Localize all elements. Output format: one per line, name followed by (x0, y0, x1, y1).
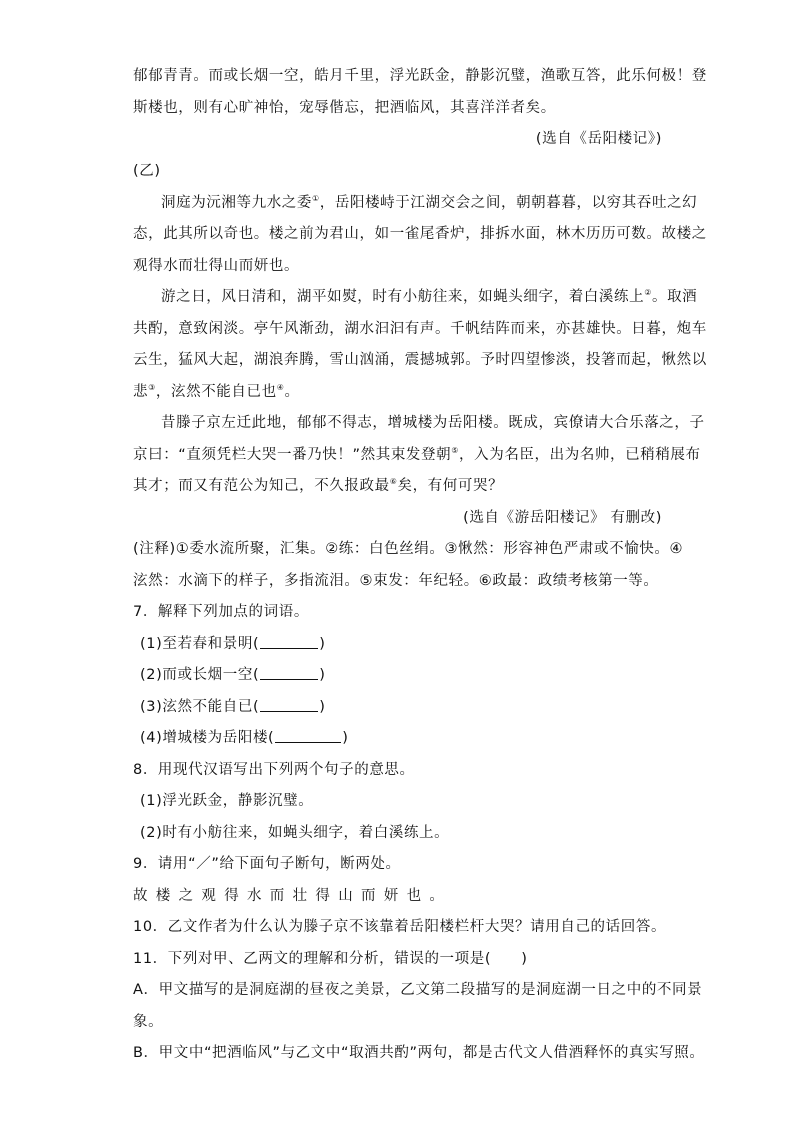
text-run: ，泫然不能自已也 (155, 384, 277, 400)
question-9-prompt: 9．请用“／”给下面句子断句，断两处。 (133, 856, 401, 872)
footnote-marker: ⑤ (451, 446, 460, 455)
question-8-item-1: (1)浮光跃金，静影沉璧。 (140, 793, 314, 809)
text-run: ) (319, 667, 326, 683)
text-run: 。 (284, 384, 300, 400)
text-run: ) (342, 730, 349, 746)
passage-yi-source: (选自《游岳阳楼记》 有删改) (463, 510, 662, 526)
passage-yi-p3-line-3 (133, 476, 503, 496)
passage-jia-line-2: 斯楼也，则有心旷神怡，宠辱偕忘，把酒临风，其喜洋洋者矣。 (133, 100, 556, 116)
text-run: 矣，有何可哭？ (397, 478, 504, 494)
question-7-item-4 (140, 728, 349, 748)
passage-yi-p2-line-2: 共酌，意致闲淡。亭午风渐劲，湖水汩汩有声。千帆结阵而来，亦甚雄快。日暮，炮车 (133, 321, 707, 337)
footnote-marker: ④ (276, 383, 285, 392)
question-8-prompt: 8．用现代汉语写出下列两个句子的意思。 (133, 762, 415, 778)
question-11-option-a-line-2: 象。 (133, 1014, 164, 1030)
text-run: 悲 (133, 384, 149, 400)
passage-yi-heading: (乙) (133, 163, 161, 179)
passage-yi-p2-line-1 (161, 287, 697, 307)
text-run: (2)而或长烟一空( (140, 667, 260, 683)
question-7-item-3 (140, 697, 325, 717)
text-run: ，入为名臣，出为名帅，已稍稍展布 (459, 447, 701, 463)
question-7-item-2 (140, 665, 325, 685)
text-run: 。取酒 (651, 289, 698, 305)
answer-blank[interactable] (275, 729, 341, 743)
passage-yi-p1-line-3: 观得水而壮得山而妍也。 (133, 258, 300, 274)
passage-jia-source: (选自《岳阳楼记》) (535, 131, 662, 147)
question-11-prompt: 11．下列对甲、乙两文的理解和分析，错误的一项是( ) (133, 951, 528, 967)
question-10-prompt: 10．乙文作者为什么认为滕子京不该靠着岳阳楼栏杆大哭？请用自己的话回答。 (133, 919, 667, 935)
answer-blank[interactable] (260, 666, 318, 680)
question-9-sentence: 故楼之观得水而壮得山而妍也。 (133, 888, 453, 904)
question-8-item-2: (2)时有小舫往来，如蝇头细字，着白溪练上。 (140, 825, 450, 841)
question-11-option-b: B．甲文中“把酒临风”与乙文中“取酒共酌”两句，都是古代文人借酒释怀的真实写照。 (133, 1045, 705, 1061)
passage-yi-p2-line-4 (133, 382, 300, 402)
notes-line-1: (注释)①委水流所聚，汇集。②练：白色丝绢。③愀然：形容神色严肃或不愉快。④ (133, 541, 684, 557)
text-run: ) (319, 636, 326, 652)
text-run: 京曰：“直须凭栏大哭一番乃快！”然其束发登朝 (133, 447, 452, 463)
passage-yi-p1-line-2: 态，此其所以奇也。楼之前为君山，如一雀尾香炉，排拆水面，林木历历可数。故楼之 (133, 226, 707, 242)
text-run: 其才；而又有范公为知己，不久报政最 (133, 478, 390, 494)
footnote-marker: ① (312, 194, 320, 203)
notes-line-2: 泫然：水滴下的样子，多指流泪。⑤束发：年纪轻。⑥政最：政绩考核第一等。 (133, 573, 659, 589)
footnote-marker: ⑥ (389, 477, 398, 486)
text-run: ) (319, 699, 326, 715)
text-run: (3)泫然不能自已( (140, 699, 260, 715)
text-run: (4)增城楼为岳阳楼( (140, 730, 275, 746)
passage-yi-p3-line-1: 昔滕子京左迁此地，郁郁不得志，增城楼为岳阳楼。既成，宾僚请大合乐落之，子 (161, 415, 705, 431)
text-run: 洞庭为沅湘等九水之委 (161, 195, 312, 211)
answer-blank[interactable] (260, 635, 318, 649)
passage-jia-line-1: 郁郁青青。而或长烟一空，皓月千里，浮光跃金，静影沉璧，渔歌互答，此乐何极！登 (133, 68, 707, 84)
question-11-option-a-line-1: A．甲文描写的是洞庭湖的昼夜之美景，乙文第二段描写的是洞庭湖一日之中的不同景 (133, 982, 703, 998)
text-run: ，岳阳楼峙于江湖交会之间，朝朝暮暮，以穷其吞吐之幻 (319, 195, 698, 211)
passage-yi-p2-line-3: 云生，猛风大起，湖浪奔腾，雪山汹涌，震撼城郭。予时四望惨淡，投箸而起，愀然以 (133, 352, 707, 368)
passage-yi-p3-line-2 (133, 445, 701, 465)
answer-blank[interactable] (260, 698, 318, 712)
footnote-marker: ③ (148, 383, 156, 392)
text-run: (1)至若春和景明( (140, 636, 260, 652)
text-run: 游之日，风日清和，湖平如熨，时有小舫往来，如蝇头细字，着白溪练上 (161, 289, 645, 305)
question-7-prompt: 7．解释下列加点的词语。 (133, 604, 309, 620)
question-7-item-1 (140, 634, 325, 654)
footnote-marker: ② (644, 288, 652, 297)
passage-yi-p1-line-1 (161, 193, 697, 213)
